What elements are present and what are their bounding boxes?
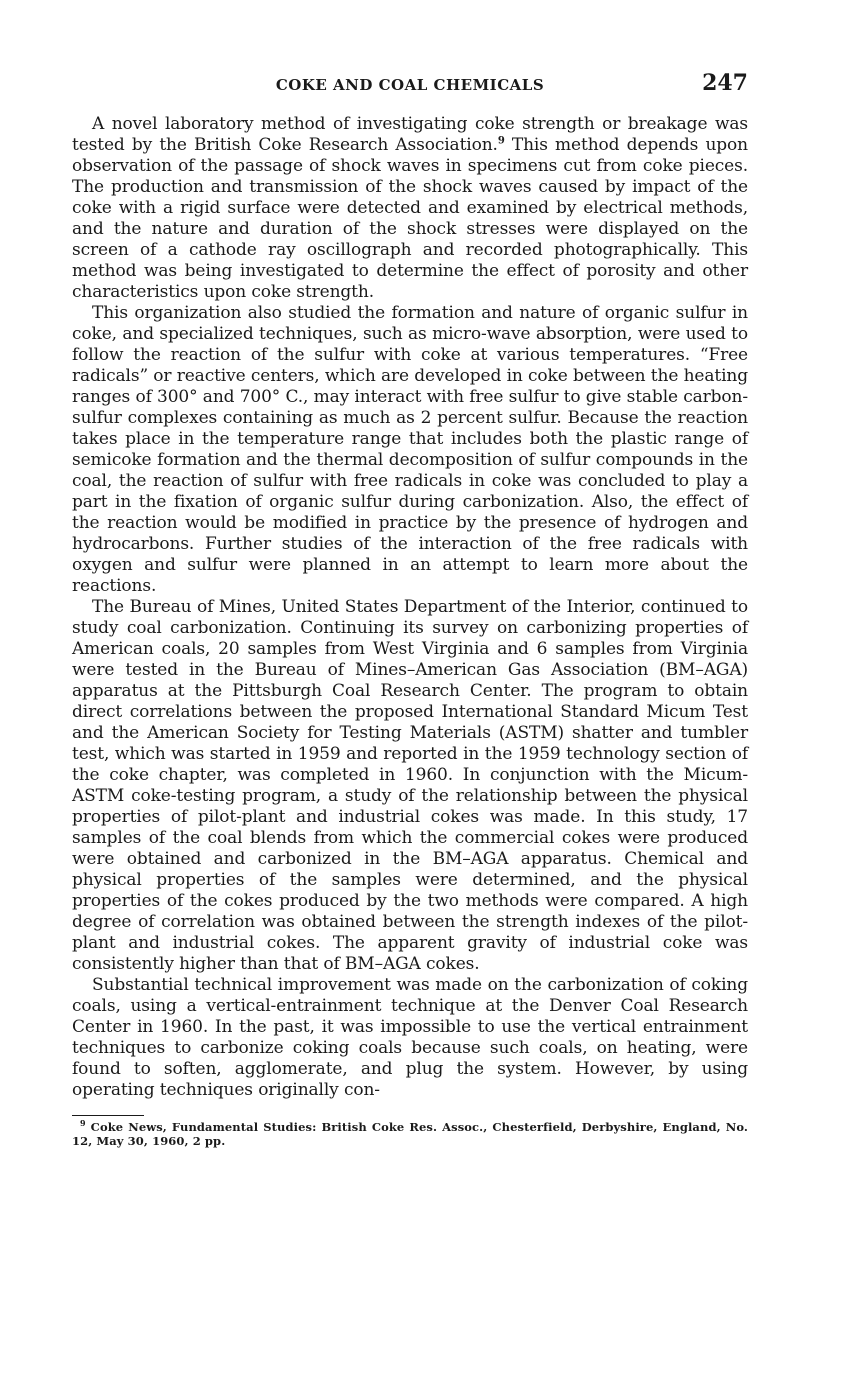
paragraph-1-text-start: A novel laboratory method of investigating coke strength or breakage was tested by the British Coke Research Association. [72,114,748,155]
running-head [72,70,748,102]
paragraph-1 [72,114,748,303]
footnote [72,1120,748,1148]
page-number: 247 [702,70,748,96]
paragraph-2: This organization also studied the formation and nature of organic sulfur in coke, and specialized techniques, such as micro-wave absorption, were used to follow the reaction of the sulfur with coke at various temperatures. “Free radicals” or reactive centers, which are developed in coke between the heating ranges of 300° and 700° C., may interact with free sulfur to give stable carbon-sulfur complexes containing as much as 2 percent sulfur. Because the reaction takes place in the temperature range that includes both the plastic range of semicoke formation and the thermal decomposition of sulfur compounds in the coal, the reaction of sulfur with free radicals in coke was concluded to play a part in the fixation of organic sulfur during carbonization. Also, the effect of the reaction would be modified in practice by the presence of hydrogen and hydrocarbons. Further studies of the interaction of the free radicals with oxygen and sulfur were planned in an attempt to learn more about the reactions. [72,303,748,596]
footnote-divider [72,1115,144,1116]
footnote-mark: 9 [80,1118,86,1129]
paragraph-4: Substantial technical improvement was made on the carbonization of coking coals, using a vertical-entrainment technique at the Denver Coal Research Center in 1960. In the past, it was impossible to use the vertical entrainment techniques to carbonize coking coals because such coals, on heating, were found to soften, agglomerate, and plug the system. However, by using operating techniques originally con- [72,975,748,1100]
document-page [72,70,748,1148]
paragraph-3: The Bureau of Mines, United States Department of the Interior, continued to study coal carbonization. Continuing its survey on carbonizing properties of American coals, 20 samples from West Virginia and 6 samples from Virginia were tested in the Bureau of Mines–American Gas Association (BM–AGA) apparatus at the Pittsburgh Coal Research Center. The program to obtain direct correlations between the proposed International Standard Micum Test and the American Society for Testing Materials (ASTM) shatter and tumbler test, which was started in 1959 and reported in the 1959 technology section of the coke chapter, was completed in 1960. In conjunction with the Micum-ASTM coke-testing program, a study of the relationship between the physical properties of pilot-plant and industrial cokes was made. In this study, 17 samples of the coal blends from which the commercial cokes were produced were obtained and carbonized in the BM–AGA apparatus. Chemical and physical properties of the samples were determined, and the physical properties of the cokes produced by the two methods were compared. A high degree of correlation was obtained between the strength indexes of the pilot-plant and industrial cokes. The apparent gravity of industrial coke was consistently higher than that of BM–AGA cokes. [72,597,748,974]
paragraph-1-text-end: This method depends upon observation of the passage of shock waves in specimens cut from coke pieces. The production and transmission of the shock waves caused by impact of the coke with a rigid surface were detected and examined by electrical methods, and the nature and duration of the shock stresses were displayed on the screen of a cathode ray oscillograph and recorded photographically. This method was being investigated to determine the effect of porosity and other characteristics upon coke strength. [72,135,748,302]
footnote-text: Coke News, Fundamental Studies: British Coke Res. Assoc., Chesterfield, Derbyshire, England, No. 12, May 30, 1960, 2 pp. [72,1120,748,1148]
footnote-reference: 9 [497,135,505,147]
running-title: COKE AND COAL CHEMICALS [275,76,545,94]
